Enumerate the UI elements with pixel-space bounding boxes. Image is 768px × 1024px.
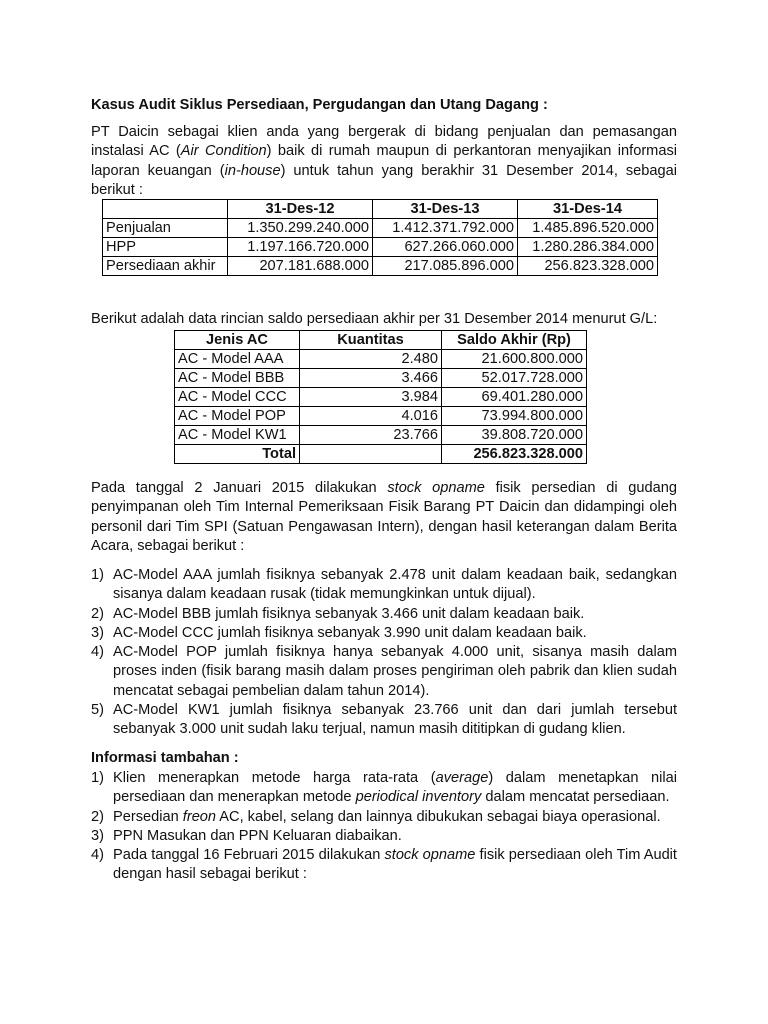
table-cell: 1.412.371.792.000 <box>373 219 518 238</box>
table-header-cell: Saldo Akhir (Rp) <box>442 331 587 350</box>
inventory-detail-table <box>174 330 587 464</box>
intro-text-2: ) baik di rumah maupun di perkantoran menyajikan informasi laporan keuangan ( <box>91 143 677 179</box>
table-cell: Penjualan <box>103 219 228 238</box>
list-item <box>91 808 677 827</box>
table-cell: 52.017.728.000 <box>442 369 587 388</box>
list-text: Persedian <box>113 808 183 825</box>
list-text: AC-Model CCC jumlah fisiknya sebanyak 3.990 unit dalam keadaan baik. <box>113 624 587 641</box>
table-row <box>175 369 587 388</box>
table-header-cell: 31-Des-12 <box>228 200 373 219</box>
table-row <box>175 426 587 445</box>
list-text: fisik persediaan oleh Tim Audit dengan hasil sebagai berikut : <box>113 847 677 883</box>
list-text: ) dalam menetapkan nilai persediaan dan menerapkan metode <box>113 770 677 806</box>
list-text: dalam mencatat persediaan. <box>481 789 670 806</box>
list-emphasis: periodical inventory <box>355 789 482 806</box>
table-cell: 1.350.299.240.000 <box>228 219 373 238</box>
table-cell: 73.994.800.000 <box>442 407 587 426</box>
table-row <box>103 238 658 257</box>
list-item <box>91 643 677 701</box>
table-header-cell: Jenis AC <box>175 331 300 350</box>
intro-paragraph <box>91 123 677 200</box>
list-item <box>91 827 677 846</box>
list-number: 1) <box>91 770 104 786</box>
list-emphasis: average <box>435 770 489 786</box>
list-number: 5) <box>91 702 104 719</box>
list-emphasis: stock opname <box>384 847 476 864</box>
intro-emphasis-1: Air Condition <box>180 143 267 160</box>
table-cell: 2.480 <box>300 350 442 369</box>
additional-info-list <box>91 769 677 885</box>
table-cell: 1.280.286.384.000 <box>518 238 658 257</box>
list-number: 4) <box>91 847 104 864</box>
table-header-cell: 31-Des-14 <box>518 200 658 219</box>
table-header-cell <box>103 200 228 219</box>
intro-emphasis-2: in-house <box>224 162 281 179</box>
table-header-row <box>175 331 587 350</box>
total-value: 256.823.328.000 <box>442 445 587 464</box>
list-item <box>91 605 677 624</box>
table-cell: Persediaan akhir <box>103 257 228 276</box>
table-cell: 207.181.688.000 <box>228 257 373 276</box>
table-cell: 1.197.166.720.000 <box>228 238 373 257</box>
table-cell: AC - Model POP <box>175 407 300 426</box>
list-text: AC-Model BBB jumlah fisiknya sebanyak 3.466 unit dalam keadaan baik. <box>113 605 585 622</box>
table-cell: 256.823.328.000 <box>518 257 658 276</box>
table-row <box>175 388 587 407</box>
list-number: 2) <box>91 605 104 622</box>
stock-opname-results-list <box>91 566 677 740</box>
total-label: Total <box>175 445 300 464</box>
stock-opname-text-1: Pada tanggal 2 Januari 2015 dilakukan <box>91 480 388 496</box>
intro-text-1: PT Daicin sebagai klien anda yang bergerak di bidang penjualan dan pemasangan instalasi AC ( <box>91 124 677 160</box>
list-number: 3) <box>91 827 104 844</box>
list-text: Klien menerapkan metode harga rata-rata ( <box>113 770 436 786</box>
table-cell: 21.600.800.000 <box>442 350 587 369</box>
table-cell: AC - Model AAA <box>175 350 300 369</box>
list-item <box>91 624 677 643</box>
stock-opname-paragraph <box>91 479 677 556</box>
list-number: 4) <box>91 644 104 661</box>
table-cell: 39.808.720.000 <box>442 426 587 445</box>
table-row <box>103 257 658 276</box>
list-text: AC-Model AAA jumlah fisiknya sebanyak 2.478 unit dalam keadaan baik, sedangkan sisanya dalam keadaan rusak (tidak memungkinkan untuk dijual). <box>113 567 677 603</box>
document-title: Kasus Audit Siklus Persediaan, Pergudangan dan Utang Dagang : <box>91 97 548 113</box>
inventory-detail-intro: Berikut adalah data rincian saldo persediaan akhir per 31 Desember 2014 menurut G/L: <box>91 311 658 327</box>
additional-info-heading: Informasi tambahan : <box>91 750 239 766</box>
list-text: PPN Masukan dan PPN Keluaran diabaikan. <box>113 827 402 844</box>
table-row <box>103 219 658 238</box>
table-cell: 69.401.280.000 <box>442 388 587 407</box>
list-item <box>91 769 677 808</box>
financial-summary-table <box>102 199 658 276</box>
table-total-row <box>175 445 587 464</box>
table-cell: AC - Model BBB <box>175 369 300 388</box>
list-emphasis: freon <box>182 808 217 825</box>
intro-text-3: ) untuk tahun yang berakhir 31 Desember 2014, sebagai berikut : <box>91 162 677 198</box>
table-cell: 3.984 <box>300 388 442 407</box>
table-cell: 217.085.896.000 <box>373 257 518 276</box>
list-text: AC, kabel, selang dan lainnya dibukukan sebagai biaya operasional. <box>216 808 661 825</box>
list-item <box>91 566 677 605</box>
stock-opname-text-2: fisik persedian di gudang penyimpanan oleh Tim Internal Pemeriksaan Fisik Barang PT Daicin dan didampingi oleh personil dari Tim SPI (Satuan Pengawasan Intern), dengan hasil keterangan dalam Berita Acara, sebagai berikut : <box>91 480 677 554</box>
table-header-cell: Kuantitas <box>300 331 442 350</box>
stock-opname-emphasis: stock opname <box>387 480 485 496</box>
list-number: 2) <box>91 808 104 825</box>
table-cell: 23.766 <box>300 426 442 445</box>
table-cell: AC - Model CCC <box>175 388 300 407</box>
table-row <box>175 350 587 369</box>
table-cell: AC - Model KW1 <box>175 426 300 445</box>
table-row <box>175 407 587 426</box>
list-item <box>91 701 677 740</box>
list-number: 3) <box>91 624 104 641</box>
list-text: AC-Model KW1 jumlah fisiknya sebanyak 23.766 unit dan dari jumlah tersebut sebanyak 3.000 unit sudah laku terjual, namun masih dititipkan di gudang klien. <box>113 702 677 738</box>
list-text: Pada tanggal 16 Februari 2015 dilakukan <box>113 847 385 864</box>
list-item <box>91 846 677 885</box>
table-cell-empty <box>300 445 442 464</box>
table-header-row <box>103 200 658 219</box>
list-text: AC-Model POP jumlah fisiknya hanya sebanyak 4.000 unit, sisanya masih dalam proses inden (fisik barang masih dalam proses pengiriman oleh pabrik dan klien sudah mencatat sebagai pembelian dalam tahun 2014). <box>113 644 677 699</box>
table-cell: 627.266.060.000 <box>373 238 518 257</box>
list-number: 1) <box>91 567 104 583</box>
table-cell: 4.016 <box>300 407 442 426</box>
table-header-cell: 31-Des-13 <box>373 200 518 219</box>
table-cell: HPP <box>103 238 228 257</box>
table-cell: 1.485.896.520.000 <box>518 219 658 238</box>
table-cell: 3.466 <box>300 369 442 388</box>
